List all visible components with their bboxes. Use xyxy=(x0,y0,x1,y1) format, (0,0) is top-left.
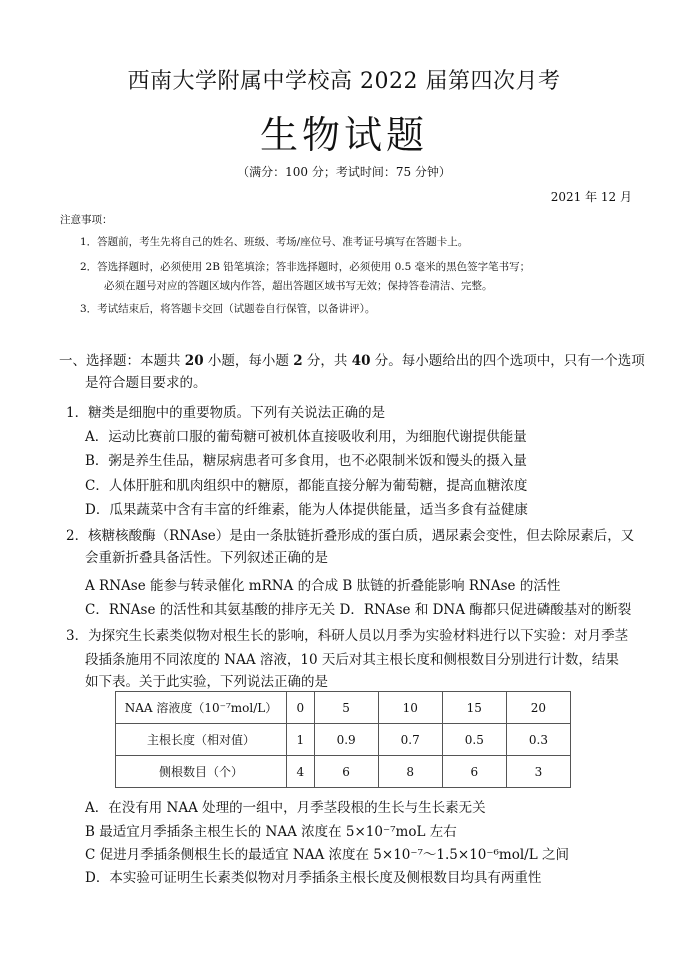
table-cell: 3 xyxy=(506,756,570,788)
q1-option-c: C．人体肝脏和肌肉组织中的糖原，都能直接分解为葡萄糖，提高血糖浓度 xyxy=(85,478,528,494)
q2-stem-cont: 会重新折叠具备活性。下列叙述正确的是 xyxy=(85,550,328,566)
table-cell: NAA 溶液度（10⁻⁷mol/L） xyxy=(116,692,287,724)
table-cell: 6 xyxy=(314,756,378,788)
note-item: 必须在题号对应的答题区域内作答，超出答题区域书写无效；保持答卷清洁、完整。 xyxy=(104,280,493,292)
subject-title: 生物试题 xyxy=(259,113,428,157)
table-cell: 5 xyxy=(314,692,378,724)
q1-option-b: B．粥是养生佳品，糖尿病患者可多食用，也不必限制米饭和馒头的摄入量 xyxy=(85,453,527,469)
table-cell: 0.5 xyxy=(442,724,506,756)
q3-stem-cont: 段插条施用不同浓度的 NAA 溶液，10 天后对其主根长度和侧根数目分别进行计数，结果 xyxy=(85,652,619,668)
table-cell: 1 xyxy=(287,724,315,756)
q2-options-ab: A RNAse 能参与转录催化 mRNA 的合成 B 肽链的折叠能影响 RNAse 的活性 xyxy=(85,578,561,594)
q1-option-d: D．瓜果蔬菜中含有丰富的纤维素，能为人体提供能量，适当多食有益健康 xyxy=(85,502,528,518)
section-heading-line2: 是符合题目要求的。 xyxy=(85,375,207,391)
table-cell: 侧根数目（个） xyxy=(116,756,287,788)
q3-stem: 3．为探究生长素类似物对根生长的影响，科研人员以月季为实验材料进行以下实验：对月季茎 xyxy=(66,628,629,644)
table-cell: 0.7 xyxy=(378,724,442,756)
table-cell: 20 xyxy=(506,692,570,724)
q1-stem: 1．糖类是细胞中的重要物质。下列有关说法正确的是 xyxy=(66,405,386,421)
section-heading: 一、选择题：本题共 20 小题，每小题 2 分，共 40 分。每小题给出的四个选项中，只有一个选项 xyxy=(59,353,645,369)
q1-option-a: A．运动比赛前口服的葡萄糖可被机体直接吸收利用，为细胞代谢提供能量 xyxy=(85,429,527,445)
exam-meta: （满分：100 分；考试时间：75 分钟） xyxy=(237,165,451,179)
table-row xyxy=(116,724,571,756)
naa-results-table xyxy=(115,691,571,788)
table-row xyxy=(116,756,571,788)
exam-date: 2021 年 12 月 xyxy=(550,190,632,204)
table-cell: 10 xyxy=(378,692,442,724)
table-cell: 6 xyxy=(442,756,506,788)
note-item: 2．答选择题时，必须使用 2B 铅笔填涂；答非选择题时，必须使用 0.5 毫米的黑色签字笔书写； xyxy=(80,261,531,273)
table-cell: 主根长度（相对值） xyxy=(116,724,287,756)
exam-title: 西南大学附属中学校高 2022 届第四次月考 xyxy=(127,69,561,94)
table-row xyxy=(116,692,571,724)
table-cell: 0.9 xyxy=(314,724,378,756)
note-item: 3．考试结束后，将答题卡交回（试题卷自行保管，以备讲评）。 xyxy=(80,303,376,315)
q3-option-b: B 最适宜月季插条主根生长的 NAA 浓度在 5×10⁻⁷moL 左右 xyxy=(85,824,457,840)
table-cell: 8 xyxy=(378,756,442,788)
q3-option-a: A．在没有用 NAA 处理的一组中，月季茎段根的生长与生长素无关 xyxy=(85,800,486,816)
note-item: 1．答题前，考生先将自己的姓名、班级、考场/座位号、准考证号填写在答题卡上。 xyxy=(80,236,469,248)
table-cell: 4 xyxy=(287,756,315,788)
q3-option-c: C 促进月季插条侧根生长的最适宜 NAA 浓度在 5×10⁻⁷～1.5×10⁻⁶mol/L 之间 xyxy=(85,847,569,863)
q3-option-d: D．本实验可证明生长素类似物对月季插条主根长度及侧根数目均具有两重性 xyxy=(85,870,542,886)
table-cell: 0 xyxy=(287,692,315,724)
notes-title: 注意事项： xyxy=(60,214,113,226)
q2-options-cd: C．RNAse 的活性和其氨基酸的排序无关 D．RNAse 和 DNA 酶都只促进磷酸基对的断裂 xyxy=(85,602,632,618)
table-cell: 15 xyxy=(442,692,506,724)
q3-stem-cont: 如下表。关于此实验，下列说法正确的是 xyxy=(85,674,328,690)
table-cell: 0.3 xyxy=(506,724,570,756)
q2-stem: 2．核糖核酸酶（RNAse）是由一条肽链折叠形成的蛋白质，遇尿素会变性，但去除尿素后，又 xyxy=(66,528,635,544)
